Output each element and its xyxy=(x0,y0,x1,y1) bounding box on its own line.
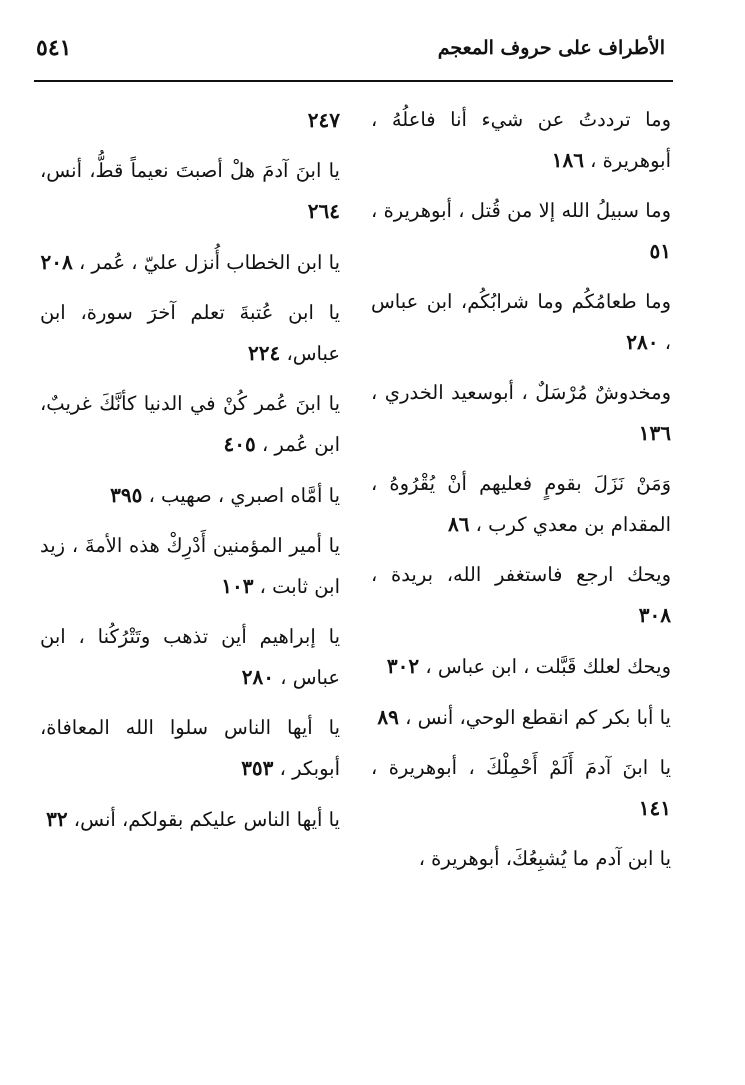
running-header xyxy=(36,30,665,66)
index-entry xyxy=(371,100,671,181)
entry-text: يا أبا بكر كم انقطع الوحي، أنس ، xyxy=(405,706,671,729)
entry-text: وَمَنْ نَزَلَ بقومٍ فعليهم أنْ يُقْرُوهُ ، المقدام بن معدي كرب ، xyxy=(371,472,671,536)
entry-text: يا ابنَ عُمر كُنْ في الدنيا كأنَّكَ غريبٌ، ابن عُمر ، xyxy=(40,392,340,456)
index-entry xyxy=(40,293,340,374)
index-entry xyxy=(40,475,340,516)
index-entry xyxy=(40,617,340,698)
page-number: ٥٤١ xyxy=(36,35,72,61)
entry-page-ref: ٢٢٤ xyxy=(248,341,281,365)
entry-text: وما طعامُكُم وما شرابُكُم، ابن عباس ، xyxy=(371,290,671,354)
entry-text: يا أيها الناس سلوا الله المعافاة، أبوبكر ، xyxy=(40,716,340,780)
entry-page-ref: ٣٥٣ xyxy=(241,756,274,780)
index-entry xyxy=(371,748,671,829)
entry-page-ref: ١٠٣ xyxy=(221,574,254,598)
entry-page-ref: ٢٨٠ xyxy=(626,330,659,354)
index-entry xyxy=(371,839,671,879)
entry-text: يا ابن آدم ما يُشبِعُكَ، أبوهريرة ، xyxy=(418,847,671,870)
entry-text: ومخدوشٌ مُرْسَلٌ ، أبوسعيد الخدري ، xyxy=(371,381,671,404)
entry-text: يا ابنَ آدمَ هلْ أصبتَ نعيماً قطُّ، أنس، xyxy=(40,159,340,182)
entry-page-ref: ٢٦٤ xyxy=(307,199,340,223)
entry-page-ref: ٥١ xyxy=(649,239,671,263)
header-rule xyxy=(34,80,673,82)
entry-text: يا أيها الناس عليكم بقولكم، أنس، xyxy=(73,808,340,831)
index-entry xyxy=(40,100,340,141)
entry-page-ref: ١٣٦ xyxy=(638,421,671,445)
index-entry xyxy=(40,384,340,465)
left-column xyxy=(40,100,340,850)
index-entry xyxy=(371,555,671,636)
entry-page-ref: ١٨٦ xyxy=(551,148,584,172)
entry-page-ref: ٨٩ xyxy=(377,705,399,729)
index-entry xyxy=(371,373,671,454)
right-column xyxy=(371,100,671,889)
entry-text: وما ترددتُ عن شيء أنا فاعلُهُ ، أبوهريرة ، xyxy=(371,108,671,172)
entry-text: ويحك ارجع فاستغفر الله، بريدة ، xyxy=(371,563,671,586)
index-entry xyxy=(371,646,671,687)
entry-text: يا أمير المؤمنين أَدْرِكْ هذه الأمةَ ، زيد ابن ثابت ، xyxy=(40,534,340,598)
entry-page-ref: ٢٨٠ xyxy=(241,665,275,689)
index-entry xyxy=(40,242,340,283)
index-entry xyxy=(40,708,340,789)
entry-text: ويحك لعلك قَبَّلت ، ابن عباس ، xyxy=(425,655,671,678)
index-entry xyxy=(371,282,671,363)
index-entry xyxy=(40,151,340,232)
index-entry xyxy=(40,526,340,607)
index-entry xyxy=(40,799,340,840)
entry-text: يا ابنَ آدمَ أَلَمْ أَحْمِلْكَ ، أبوهريرة ، xyxy=(371,756,671,779)
entry-text: يا ابن الخطاب أُنزل عليّ ، عُمر ، xyxy=(78,251,340,274)
index-entry xyxy=(371,697,671,738)
entry-page-ref: ٣٠٢ xyxy=(386,654,420,678)
entry-page-ref: ٣٠٨ xyxy=(638,603,671,627)
entry-page-ref: ٨٦ xyxy=(447,512,470,536)
header-title: الأطراف على حروف المعجم xyxy=(437,37,665,59)
entry-text: يا ابن عُتبةَ تعلم آخرَ سورة، ابن عباس، xyxy=(40,301,340,365)
entry-page-ref: ٣٩٥ xyxy=(110,483,143,507)
entry-page-ref: ١٤١ xyxy=(638,796,671,820)
index-entry xyxy=(371,191,671,272)
entry-text: يا أمَّاه اصبري ، صهيب ، xyxy=(148,484,340,507)
entry-text: يا إبراهيم أين تذهب وتَتْرُكُنا ، ابن عباس ، xyxy=(40,625,340,689)
index-entry xyxy=(371,464,671,545)
entry-text: وما سبيلُ الله إلا من قُتل ، أبوهريرة ، xyxy=(371,199,671,222)
entry-page-ref: ٢٤٧ xyxy=(307,108,340,132)
entry-page-ref: ٣٢ xyxy=(46,807,68,831)
entry-page-ref: ٤٠٥ xyxy=(223,432,256,456)
entry-page-ref: ٢٠٨ xyxy=(40,250,73,274)
